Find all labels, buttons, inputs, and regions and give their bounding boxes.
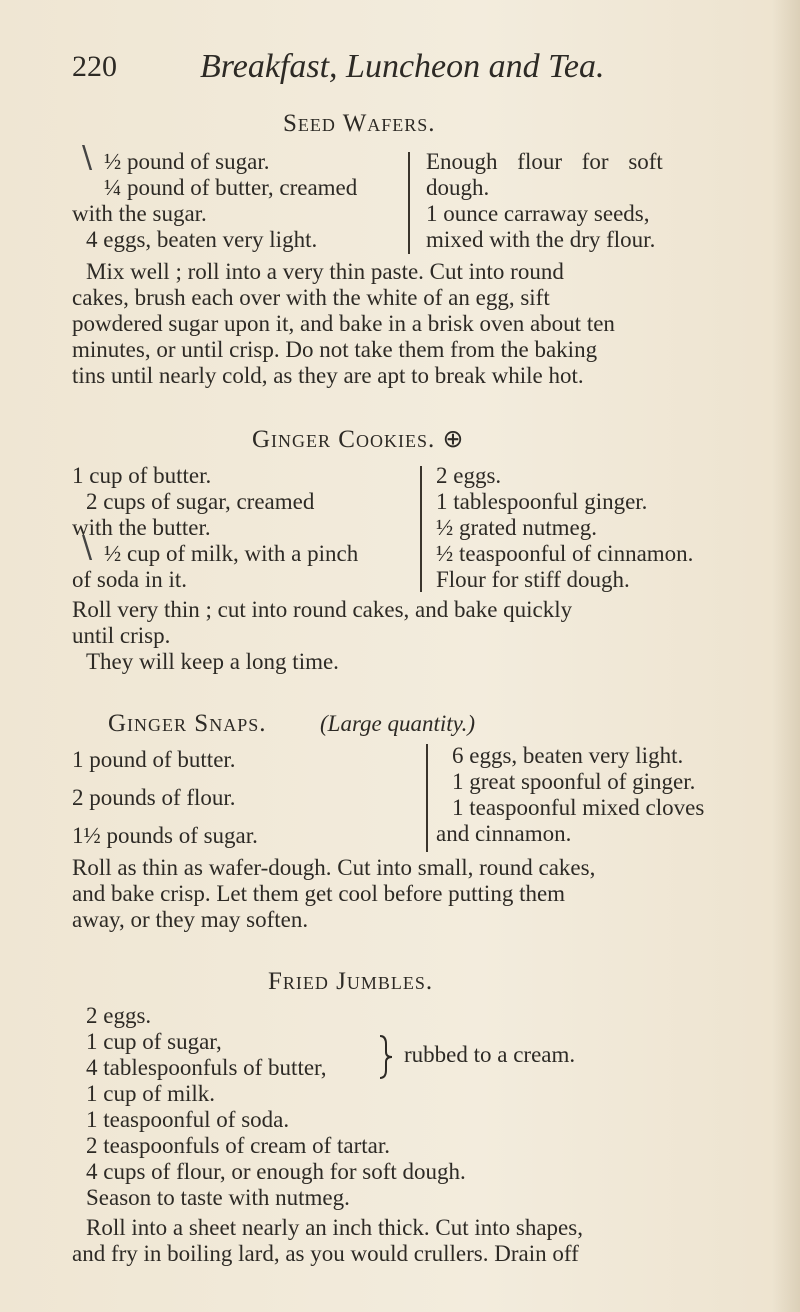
column-divider — [420, 466, 422, 592]
ingredient: Season to taste with nutmeg. — [86, 1185, 350, 1210]
section-title-seed-wafers: Seed Wafers. — [283, 110, 436, 137]
column-divider — [408, 152, 410, 254]
ingredient: with the butter. — [72, 515, 211, 540]
directions-line: They will keep a long time. — [86, 649, 339, 674]
ingredient: of soda in it. — [72, 567, 187, 592]
directions-line: powdered sugar upon it, and bake in a brisk oven about ten — [72, 311, 615, 336]
ingredient: 4 tablespoonfuls of butter, — [86, 1055, 327, 1080]
ingredient: ½ grated nutmeg. — [436, 515, 597, 540]
ingredient: 1 tablespoonful ginger. — [436, 489, 648, 514]
ingredient: 1½ pounds of sugar. — [72, 823, 258, 848]
section-title-ginger-snaps: Ginger Snaps. — [108, 710, 267, 737]
directions-line: Roll as thin as wafer-dough. Cut into small, round cakes, — [72, 855, 596, 880]
directions-line: and fry in boiling lard, as you would crullers. Drain off — [72, 1241, 579, 1266]
directions-line: away, or they may soften. — [72, 907, 309, 932]
directions-line: until crisp. — [72, 623, 171, 648]
ingredient: 1 teaspoonful of soda. — [86, 1107, 290, 1132]
ingredient: 4 cups of flour, or enough for soft dough. — [86, 1159, 466, 1184]
ingredient: dough. — [426, 175, 490, 200]
ingredient: 1 cup of milk. — [86, 1081, 216, 1106]
directions-line: Roll into a sheet nearly an inch thick. Cut into shapes, — [86, 1215, 583, 1240]
ingredient: Flour for stiff dough. — [436, 567, 630, 592]
ingredient: 2 teaspoonfuls of cream of tartar. — [86, 1133, 390, 1158]
ingredient: 1 cup of butter. — [72, 463, 212, 488]
page-edge-shadow — [772, 0, 800, 1312]
ingredient: 1 cup of sugar, — [86, 1029, 222, 1054]
ingredient: 1 ounce carraway seeds, — [426, 201, 650, 226]
ingredient: 2 eggs. — [436, 463, 502, 488]
page-number: 220 — [72, 50, 117, 83]
section-title-fried-jumbles: Fried Jumbles. — [268, 968, 434, 995]
ingredient: Enough flour for soft — [426, 149, 663, 174]
ingredient: and cinnamon. — [436, 821, 572, 846]
section-subtitle: (Large quantity.) — [320, 711, 476, 736]
directions-line: minutes, or until crisp. Do not take them from the baking — [72, 337, 598, 362]
ingredient: 2 pounds of flour. — [72, 785, 236, 810]
ingredient: 1 great spoonful of ginger. — [452, 769, 696, 794]
directions-line: tins until nearly cold, as they are apt to break while hot. — [72, 363, 584, 388]
column-divider — [426, 744, 428, 852]
ingredient: ½ pound of sugar. — [104, 149, 270, 174]
brace-icon — [374, 1034, 398, 1080]
brace-note: rubbed to a cream. — [404, 1042, 576, 1067]
ingredient: 4 eggs, beaten very light. — [86, 227, 318, 252]
section-title-ginger-cookies: Ginger Cookies. ⊕ — [252, 426, 465, 453]
ingredient: ½ teaspoonful of cinnamon. — [436, 541, 694, 566]
directions-line: Mix well ; roll into a very thin paste. Cut into round — [86, 259, 564, 284]
ingredient: with the sugar. — [72, 201, 207, 226]
ingredient: 1 teaspoonful mixed cloves — [452, 795, 705, 820]
ingredient: ¼ pound of butter, creamed — [104, 175, 358, 200]
directions-line: Roll very thin ; cut into round cakes, and bake quickly — [72, 597, 573, 622]
ingredient: 2 eggs. — [86, 1003, 152, 1028]
ingredient: 2 cups of sugar, creamed — [86, 489, 315, 514]
running-title: Breakfast, Luncheon and Tea. — [200, 48, 605, 85]
check-mark-icon: \ — [82, 140, 93, 175]
ingredient: 1 pound of butter. — [72, 747, 236, 772]
ingredient: 6 eggs, beaten very light. — [452, 743, 684, 768]
directions-line: cakes, brush each over with the white of an egg, sift — [72, 285, 550, 310]
ingredient: mixed with the dry flour. — [426, 227, 656, 252]
ingredient: ½ cup of milk, with a pinch — [104, 541, 359, 566]
check-mark-icon: \ — [82, 530, 93, 565]
directions-line: and bake crisp. Let them get cool before putting them — [72, 881, 566, 906]
